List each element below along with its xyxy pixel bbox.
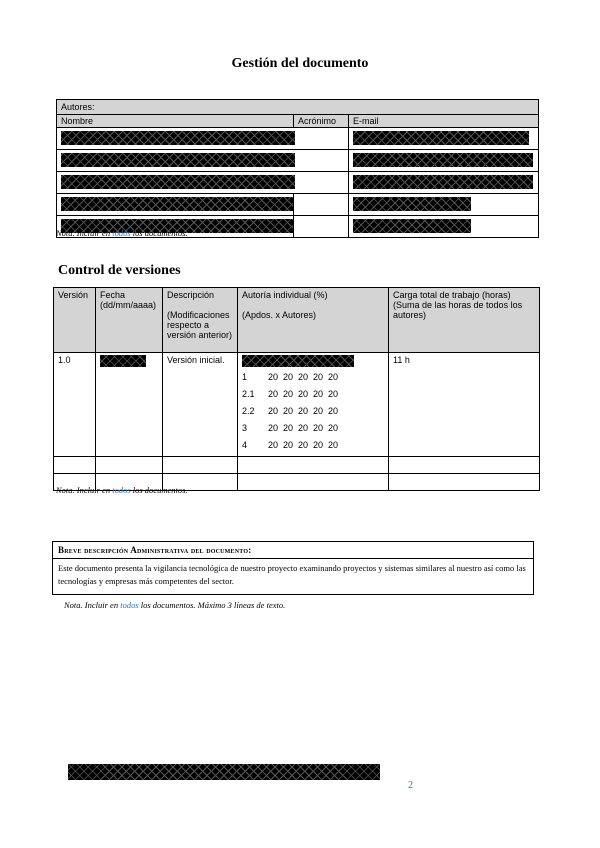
- authors-label: Autores:: [57, 100, 539, 115]
- col-acronym-header: Acrónimo: [294, 115, 349, 128]
- author-row: [57, 150, 539, 172]
- page-title: Gestión del documento: [231, 56, 369, 71]
- authorship-percentages: [242, 369, 384, 454]
- section-number: 4: [242, 440, 248, 450]
- authorship-row: [242, 403, 384, 420]
- version-number: 1.0: [54, 353, 96, 457]
- col-version-header: Versión: [58, 290, 89, 300]
- note-description: Nota. Incluir en todos los documentos. Máximo 3 líneas de texto.: [64, 600, 286, 610]
- section-title-versions: Control de versiones: [58, 263, 181, 278]
- percentage-values: 20 20 20 20 20: [268, 389, 339, 399]
- version-row: [54, 353, 540, 457]
- author-row: [57, 172, 539, 194]
- section-number: 1: [242, 372, 248, 382]
- authors-table: [56, 99, 539, 238]
- note-versions: Nota. Incluir en todos los documentos.: [56, 485, 188, 495]
- percentage-values: 20 20 20 20 20: [268, 440, 339, 450]
- note-link: todos: [112, 485, 131, 495]
- authorship-row: [242, 386, 384, 403]
- percentage-values: 20 20 20 20 20: [268, 406, 339, 416]
- note-link: todos: [120, 600, 139, 610]
- redacted-name: [61, 153, 295, 167]
- authorship-row: [242, 437, 384, 454]
- col-load-subheader: (Suma de las horas de todos los autores): [393, 300, 523, 320]
- versions-table: [53, 287, 540, 491]
- col-author-subheader: (Apdos. x Autores): [242, 310, 317, 320]
- percentage-values: 20 20 20 20 20: [268, 423, 339, 433]
- authorship-row: [242, 420, 384, 437]
- redacted-authors: [242, 355, 354, 367]
- col-desc-subheader: (Modificaciones respecto a versión anterior): [167, 310, 233, 340]
- col-load-header: Carga total de trabajo (horas): [393, 290, 511, 300]
- author-row: [57, 128, 539, 150]
- redacted-date: [100, 355, 146, 367]
- redacted-name: [61, 131, 295, 145]
- col-email-header: E-mail: [349, 115, 539, 128]
- col-author-header: Autoría individual (%): [242, 290, 328, 300]
- admin-description-box: [52, 541, 534, 595]
- redacted-email: [353, 175, 533, 189]
- authorship-row: [242, 369, 384, 386]
- version-desc: Versión inicial.: [163, 353, 238, 457]
- redacted-footer: [68, 764, 380, 780]
- redacted-email: [353, 197, 471, 211]
- author-row: [57, 194, 539, 216]
- section-number: 2.2: [242, 406, 255, 416]
- col-desc-header: Descripción: [167, 290, 215, 300]
- redacted-email: [353, 153, 533, 167]
- redacted-name: [61, 175, 295, 189]
- redacted-email: [353, 219, 471, 233]
- percentage-values: 20 20 20 20 20: [268, 372, 339, 382]
- admin-description-heading: Breve descripción Administrativa del documento:: [53, 542, 533, 559]
- col-date-header: Fecha (dd/mm/aaaa): [100, 290, 157, 310]
- section-number: 3: [242, 423, 248, 433]
- redacted-email: [353, 131, 529, 145]
- workload-total: 11 h: [389, 353, 540, 457]
- empty-row: [54, 457, 540, 474]
- admin-description-text: Este documento presenta la vigilancia tecnológica de nuestro proyecto examinando proyectos y sistemas similares al nuestro así como las tecnologías y empresas más competentes del sector.: [58, 563, 526, 586]
- col-name-header: Nombre: [57, 115, 294, 128]
- note-link: todos: [112, 228, 131, 238]
- note-authors: Nota. Incluir en todos los documentos.: [56, 228, 188, 238]
- redacted-name: [61, 197, 293, 211]
- section-number: 2.1: [242, 389, 255, 399]
- page-number: 2: [408, 780, 413, 791]
